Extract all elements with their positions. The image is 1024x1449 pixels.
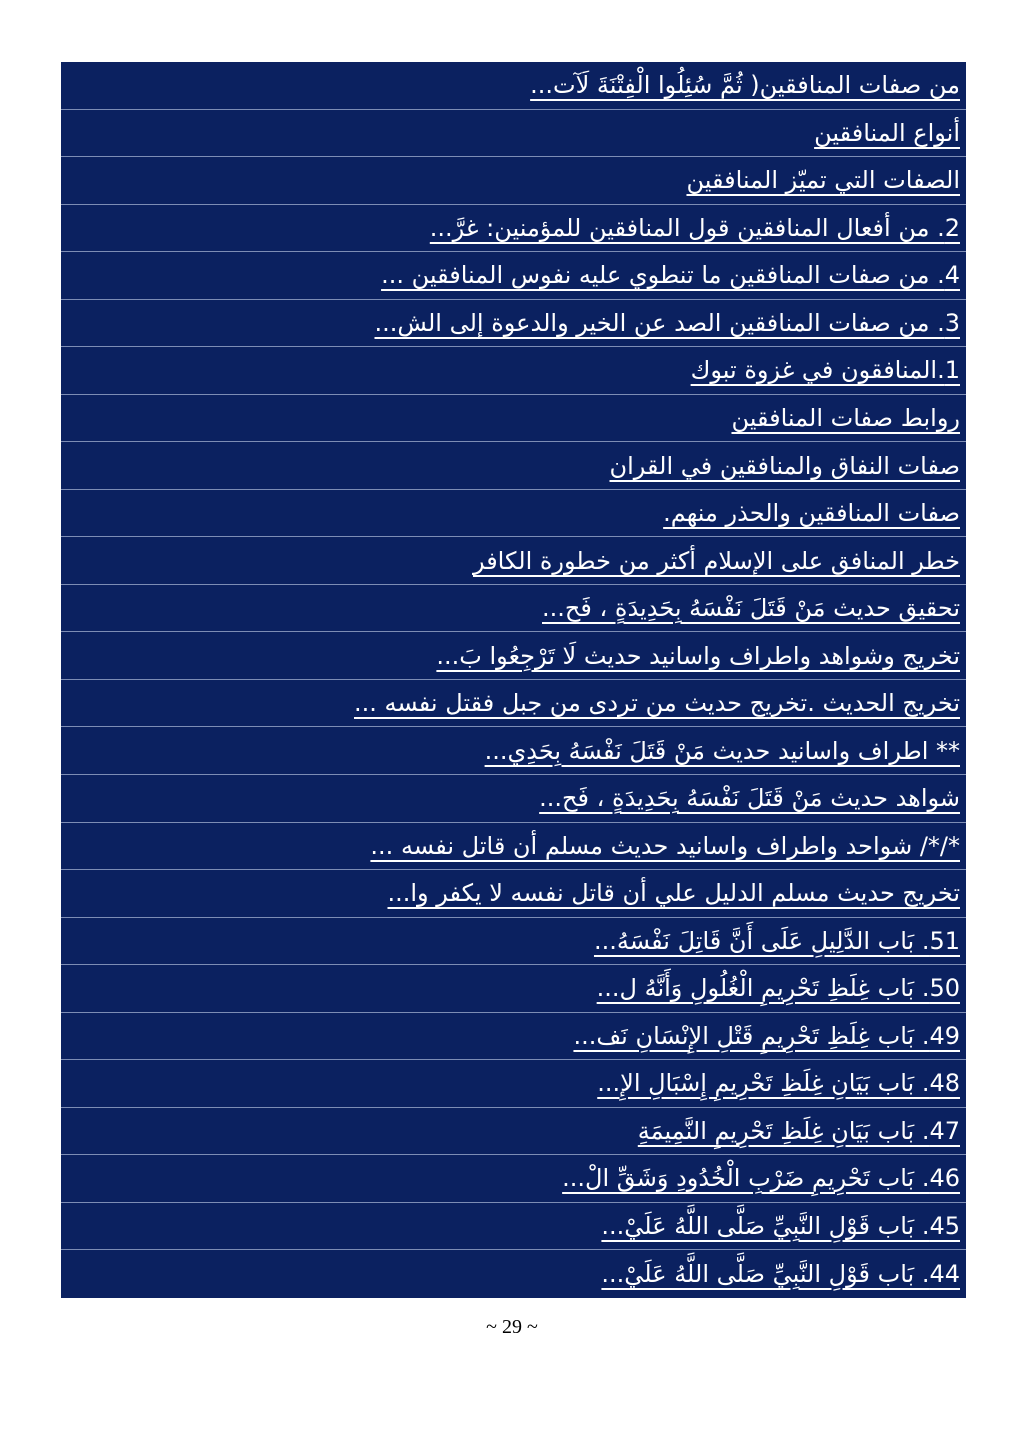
article-link[interactable]: تخريج حديث مسلم الدليل علي أن قاتل نفسه لا يكفر وا... bbox=[387, 879, 960, 908]
article-link[interactable]: تخريج الحديث .تخريج حديث من تردى من جبل فقتل نفسه ... bbox=[354, 689, 960, 718]
link-row bbox=[61, 537, 966, 585]
article-link[interactable]: */*/ شواحد واطراف واسانيد حديث مسلم أن قاتل نفسه ... bbox=[370, 831, 960, 860]
article-link[interactable]: 1.المنافقون في غزوة تبوك bbox=[690, 356, 960, 385]
link-row bbox=[61, 1108, 966, 1156]
link-row bbox=[61, 1250, 966, 1298]
article-link[interactable]: 49. بَاب غِلَظِ تَحْرِيمِ قَتْلِ الإِنْسَانِ نَف... bbox=[573, 1021, 960, 1050]
article-link[interactable]: 2. من أفعال المنافقين قول المنافقين للمؤمنين: غرَّ... bbox=[429, 213, 960, 242]
article-link[interactable]: 45. بَاب قَوْلِ النَّبِيِّ صَلَّى اللَّهُ عَلَيْ... bbox=[601, 1212, 960, 1241]
link-row bbox=[61, 110, 966, 158]
link-row bbox=[61, 1013, 966, 1061]
link-row bbox=[61, 1203, 966, 1251]
link-row bbox=[61, 300, 966, 348]
article-link[interactable]: خطر المنافق على الإسلام أكثر من خطورة الكافر bbox=[472, 546, 960, 575]
link-row bbox=[61, 157, 966, 205]
article-link[interactable]: تحقيق حديث مَنْ قَتَلَ نَفْسَهُ بِحَدِيدَةٍ ، فَح... bbox=[542, 594, 960, 623]
link-row bbox=[61, 252, 966, 300]
article-link[interactable]: 44. بَاب قَوْلِ النَّبِيِّ صَلَّى اللَّهُ عَلَيْ... bbox=[601, 1260, 960, 1289]
link-row bbox=[61, 442, 966, 490]
article-link[interactable]: أنواع المنافقين bbox=[814, 118, 960, 147]
article-link[interactable]: 47. بَاب بَيَانِ غِلَظِ تَحْرِيمِ النَّمِيمَةِ bbox=[637, 1116, 960, 1145]
article-link[interactable]: 50. بَاب غِلَظِ تَحْرِيمِ الْغُلُولِ وَأَنَّهُ ل... bbox=[596, 974, 960, 1003]
link-row bbox=[61, 205, 966, 253]
article-link[interactable]: شواهد حديث مَنْ قَتَلَ نَفْسَهُ بِحَدِيدَةٍ ، فَح... bbox=[539, 784, 960, 813]
link-row bbox=[61, 490, 966, 538]
article-link[interactable]: ** اطراف واسانيد حديث مَنْ قَتَلَ نَفْسَهُ بِحَدِي... bbox=[484, 736, 960, 765]
link-row bbox=[61, 347, 966, 395]
article-link[interactable]: 48. بَاب بَيَانِ غِلَظِ تَحْرِيمِ إِسْبَالِ الإِ... bbox=[597, 1069, 960, 1098]
link-row bbox=[61, 823, 966, 871]
link-row bbox=[61, 680, 966, 728]
link-row bbox=[61, 870, 966, 918]
article-link[interactable]: تخريج وشواهد واطراف واسانيد حديث لَا تَرْجِعُوا بَ... bbox=[436, 641, 960, 670]
article-link[interactable]: 3. من صفات المنافقين الصد عن الخير والدعوة إلى الش... bbox=[374, 308, 960, 337]
link-list bbox=[61, 62, 966, 1298]
link-row bbox=[61, 918, 966, 966]
article-link[interactable]: صفات المنافقين والحذر منهم. bbox=[663, 499, 960, 528]
link-row bbox=[61, 395, 966, 443]
page-number: ~ 29 ~ bbox=[486, 1316, 538, 1338]
article-link[interactable]: صفات النفاق والمنافقين في القران bbox=[609, 451, 960, 480]
link-row bbox=[61, 965, 966, 1013]
link-row bbox=[61, 62, 966, 110]
article-link[interactable]: 4. من صفات المنافقين ما تنطوي عليه نفوس المنافقين ... bbox=[381, 261, 960, 290]
link-row bbox=[61, 1060, 966, 1108]
article-link[interactable]: الصفات التي تميّز المنافقين bbox=[686, 166, 960, 195]
article-link[interactable]: 51. بَاب الدَّلِيلِ عَلَى أَنَّ قَاتِلَ نَفْسَهُ... bbox=[593, 926, 960, 955]
article-link[interactable]: 46. بَاب تَحْرِيمِ ضَرْبِ الْخُدُودِ وَشَقِّ الْ... bbox=[562, 1164, 960, 1193]
link-row bbox=[61, 585, 966, 633]
article-link[interactable]: من صفات المنافقين( ثُمَّ سُئِلُوا الْفِتْنَةَ لَآت... bbox=[530, 71, 960, 100]
article-link[interactable]: روابط صفات المنافقين bbox=[731, 403, 960, 432]
link-row bbox=[61, 632, 966, 680]
link-row bbox=[61, 775, 966, 823]
link-row bbox=[61, 727, 966, 775]
link-row bbox=[61, 1155, 966, 1203]
